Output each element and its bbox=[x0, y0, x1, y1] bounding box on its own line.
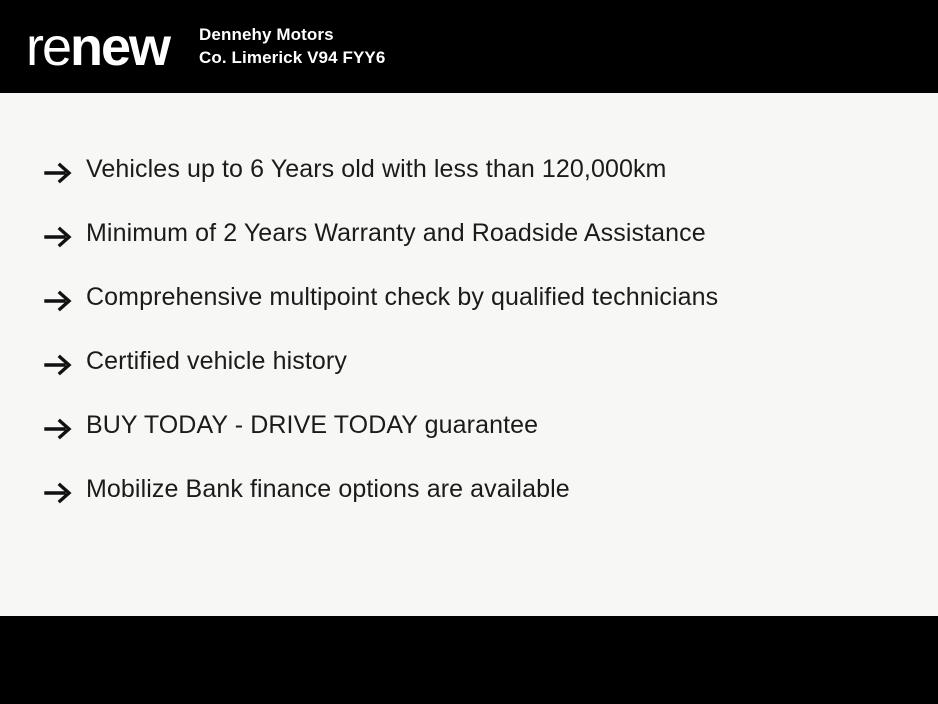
arrow-right-icon bbox=[44, 416, 74, 442]
poster-header bbox=[0, 0, 938, 93]
arrow-right-icon bbox=[44, 352, 74, 378]
list-item bbox=[44, 283, 938, 314]
benefit-text: Vehicles up to 6 Years old with less than 120,000km bbox=[86, 155, 667, 183]
arrow-right-icon bbox=[44, 160, 74, 186]
list-item bbox=[44, 347, 938, 378]
benefits-list bbox=[44, 155, 938, 506]
list-item bbox=[44, 155, 938, 186]
arrow-right-icon bbox=[44, 480, 74, 506]
dealer-info bbox=[199, 24, 385, 70]
arrow-right-icon bbox=[44, 224, 74, 250]
benefits-panel bbox=[0, 93, 938, 616]
benefit-text: Comprehensive multipoint check by qualified technicians bbox=[86, 283, 719, 311]
logo-text-re: re bbox=[26, 16, 71, 77]
dealer-name: Dennehy Motors bbox=[199, 24, 334, 44]
arrow-right-icon bbox=[44, 288, 74, 314]
list-item bbox=[44, 475, 938, 506]
logo-text-new: new bbox=[70, 16, 170, 77]
benefit-text: Minimum of 2 Years Warranty and Roadside Assistance bbox=[86, 219, 706, 247]
poster-footer-bar bbox=[0, 616, 938, 704]
list-item bbox=[44, 219, 938, 250]
benefit-text: Certified vehicle history bbox=[86, 347, 347, 375]
dealer-location: Co. Limerick V94 FYY6 bbox=[199, 47, 386, 67]
renew-logo bbox=[26, 16, 170, 77]
benefit-text: BUY TODAY - DRIVE TODAY guarantee bbox=[86, 411, 539, 439]
benefit-text: Mobilize Bank finance options are available bbox=[86, 475, 570, 503]
list-item bbox=[44, 411, 938, 442]
